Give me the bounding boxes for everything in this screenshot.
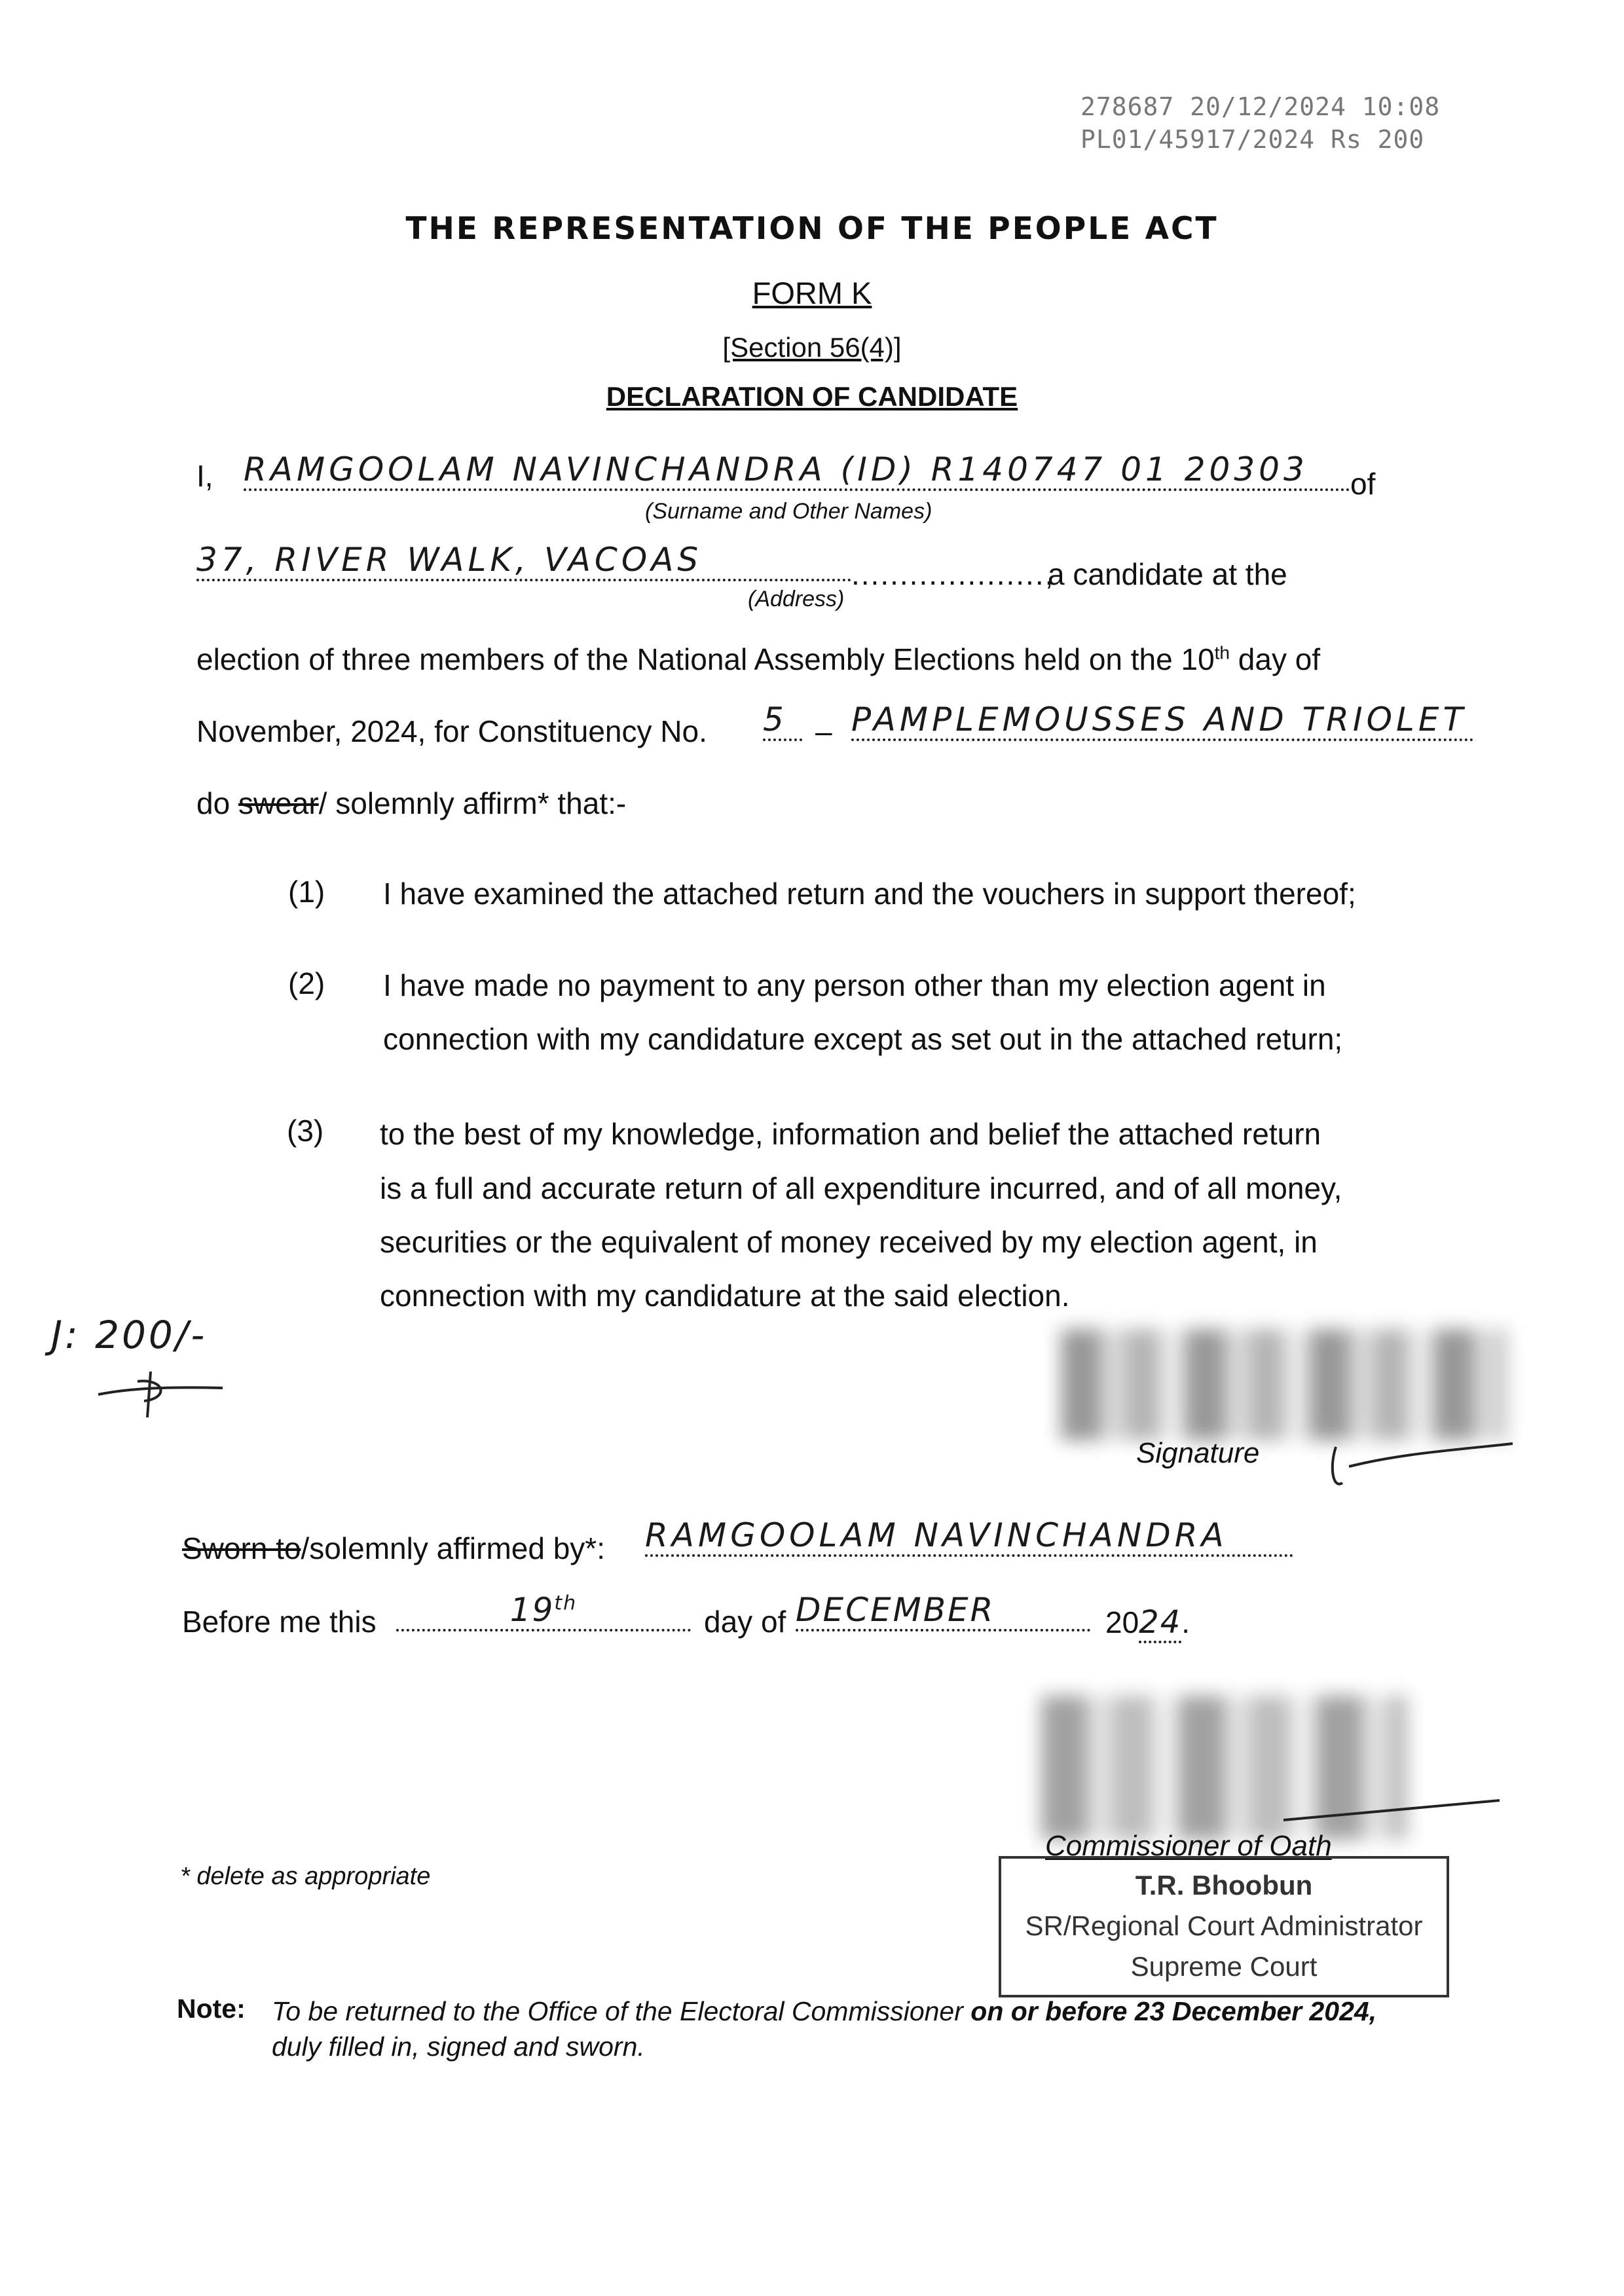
sworn-line — [182, 1531, 605, 1566]
affirm-text: / solemnly affirm* that:- — [318, 786, 627, 820]
clause-3-line-2: is a full and accurate return of all expenditure incurred, and of all money, — [380, 1171, 1342, 1205]
filing-stamp-line1: 278687 20/12/2024 10:08 — [1080, 92, 1441, 121]
filing-stamp-line2: PL01/45917/2024 Rs 200 — [1080, 125, 1425, 154]
clause-2-number: (2) — [288, 966, 325, 1000]
election-line-1 — [196, 642, 1320, 677]
year-value — [1105, 1604, 1190, 1641]
declaration-title: DECLARATION OF CANDIDATE — [606, 381, 1018, 412]
address-suffix: a candidate at the — [1048, 557, 1287, 591]
day-value — [396, 1591, 691, 1631]
constituency-number: 5 — [763, 701, 802, 741]
stamp-name: T.R. Bhoobun — [1135, 1870, 1313, 1901]
note-text-a: To be returned to the Office of the Electoral Commissioner — [272, 1996, 971, 2026]
candidate-signature — [1061, 1329, 1506, 1440]
candidate-name-suffix: of — [1350, 467, 1376, 501]
candidate-address: 37, RIVER WALK, VACOAS — [196, 541, 851, 581]
election-line-2: November, 2024, for Constituency No. — [196, 714, 707, 748]
address-dots: ...................., — [851, 557, 1055, 591]
election-line-3 — [196, 786, 626, 821]
year-prefix: 20 — [1105, 1605, 1139, 1639]
note-text-b: duly filled in, signed and sworn. — [272, 2032, 645, 2062]
filing-stamp — [1080, 90, 1440, 156]
day-suffix: th — [554, 1592, 578, 1615]
affirm-do: do — [196, 786, 238, 820]
official-stamp — [999, 1856, 1449, 1997]
election-line-1-b: day of — [1230, 642, 1321, 676]
before-me-label: Before me this — [182, 1605, 377, 1639]
constituency-name: PAMPLEMOUSSES AND TRIOLET — [851, 701, 1473, 741]
clause-3-line-4: connection with my candidature at the said election. — [380, 1279, 1070, 1313]
candidate-prefix: I, — [196, 459, 213, 493]
clause-1-line-1: I have examined the attached return and the vouchers in support thereof; — [383, 877, 1356, 911]
address-caption: (Address) — [748, 587, 845, 611]
commissioner-label: Commissioner of Oath — [1045, 1830, 1332, 1862]
clause-2-line-1: I have made no payment to any person other than my election agent in — [383, 968, 1326, 1002]
form-title: FORM K — [752, 276, 872, 310]
clause-3-line-3: securities or the equivalent of money received by my election agent, in — [380, 1225, 1318, 1259]
election-line-1-a: election of three members of the National Assembly Elections held on the 10 — [196, 642, 1215, 676]
signature-stroke — [1323, 1427, 1519, 1499]
affirmant-name: RAMGOOLAM NAVINCHANDRA — [645, 1516, 1293, 1557]
candidate-name: RAMGOOLAM NAVINCHANDRA (ID) R140747 01 20303 — [244, 450, 1350, 491]
margin-initials-mark — [92, 1368, 236, 1421]
stamp-court: Supreme Court — [1130, 1951, 1318, 1982]
constituency-dash: – — [815, 714, 832, 748]
affirmed-by-text: /solemnly affirmed by*: — [301, 1531, 605, 1565]
note-deadline: on or before 23 December 2024, — [970, 1996, 1377, 2026]
stamp-title: SR/Regional Court Administrator — [1025, 1910, 1423, 1941]
signature-label: Signature — [1136, 1437, 1260, 1469]
note-text — [272, 1994, 1450, 2064]
clause-3-number: (3) — [287, 1114, 324, 1148]
name-caption: (Surname and Other Names) — [645, 499, 932, 524]
year-handwritten: 24 — [1139, 1604, 1181, 1643]
commissioner-signature-stroke — [1277, 1781, 1506, 1833]
section-reference: [Section 56(4)] — [722, 332, 902, 363]
month-value: DECEMBER — [796, 1591, 1090, 1631]
act-title: THE REPRESENTATION OF THE PEOPLE ACT — [405, 211, 1219, 247]
sworn-to-struck: Sworn to — [182, 1531, 301, 1565]
year-end: . — [1181, 1605, 1190, 1639]
note-label: Note: — [177, 1994, 246, 2024]
clause-2-line-2: connection with my candidature except as set out in the attached return; — [383, 1022, 1343, 1056]
clause-3-line-1: to the best of my knowledge, information and belief the attached return — [380, 1117, 1321, 1151]
swear-struck: swear — [238, 786, 319, 820]
margin-note: J: 200/- — [51, 1313, 208, 1357]
clause-1-number: (1) — [288, 875, 325, 909]
day-of-label: day of — [704, 1605, 786, 1639]
footnote: * delete as appropriate — [180, 1863, 431, 1890]
day-number: 19 — [509, 1591, 555, 1629]
election-day-suffix: th — [1214, 642, 1230, 663]
